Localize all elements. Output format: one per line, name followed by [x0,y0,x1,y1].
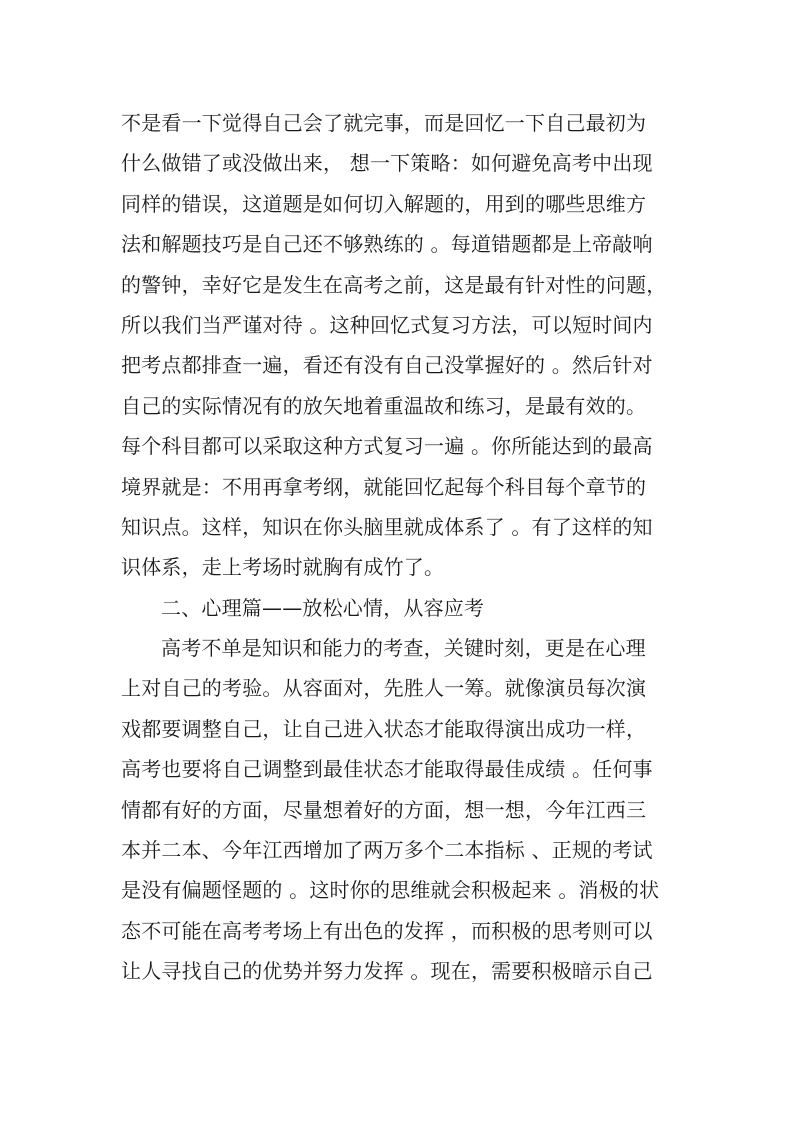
text-line-20: 是没有偏题怪题的 。这时你的思维就会积极起来 。消极的状 [121,878,660,903]
text-line-21: 态不可能在高考考场上有出色的发挥 ，而积极的思考则可以 [121,918,653,943]
text-line-8: 自己的实际情况有的放矢地着重温故和练习，是最有效的。 [121,393,647,418]
text-line-10: 境界就是：不用再拿考纲，就能回忆起每个科目每个章节的 [121,474,647,499]
text-line-16: 戏都要调整自己，让自己进入状态才能取得演出成功一样， [121,716,647,741]
text-line-6: 所以我们当严谨对待 。这种回忆式复习方法，可以短时间内 [121,312,653,337]
text-line-9: 每个科目都可以采取这种方式复习一遍 。你所能达到的最高 [121,434,653,459]
text-line-1: 不是看一下觉得自己会了就完事，而是回忆一下自己最初为 [121,111,647,135]
body-text [121,103,681,992]
text-line-3: 同样的错误，这道题是如何切入解题的，用到的哪些思维方 [121,191,647,216]
text-line-2: 什么做错了或没做出来， 想一下策略：如何避免高考中出现 [121,151,653,176]
text-line-12: 识体系，走上考场时就胸有成竹了。 [121,555,445,580]
text-line-22: 让人寻找自己的优势并努力发挥 。现在，需要积极暗示自己 [121,959,653,984]
text-line-15: 上对自己的考验。从容面对，先胜人一筹。就像演员每次演 [121,676,647,701]
text-line-5: 的警钟，幸好它是发生在高考之前，这是最有针对性的问题， [121,272,667,297]
text-line-4: 法和解题技巧是自己还不够熟练的 。每道错题都是上帝敲响 [121,232,653,257]
text-line-14: 高考不单是知识和能力的考查，关键时刻，更是在心理 [161,636,646,661]
text-line-18: 情都有好的方面，尽量想着好的方面，想一想，今年江西三 [121,797,647,822]
text-line-19: 本并二本、今年江西增加了两万多个二本指标 、正规的考试 [121,838,653,863]
section-heading: 二、心理篇——放松心情，从容应考 [161,595,485,620]
text-line-11: 知识点。这样，知识在你头脑里就成体系了 。有了这样的知 [121,514,653,539]
text-line-17: 高考也要将自己调整到最佳状态才能取得最佳成绩 。任何事 [121,757,653,782]
text-line-7: 把考点都排查一遍，看还有没有自己没掌握好的 。然后针对 [121,353,653,378]
